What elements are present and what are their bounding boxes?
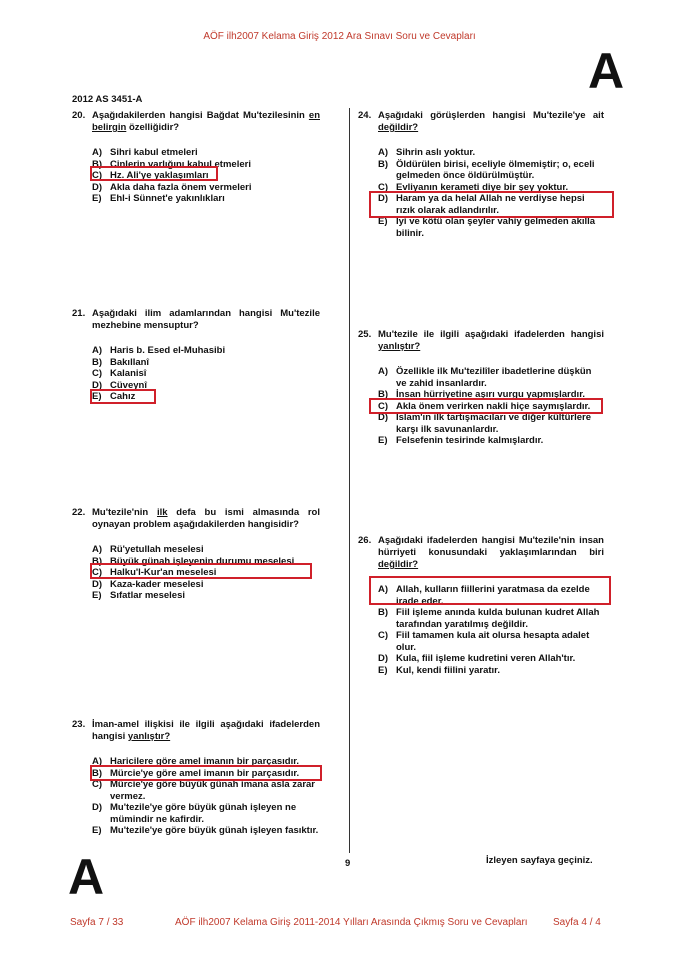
option-b: B) Öldürülen birisi, eceliyle ölmemiştir; o, eceli gelmeden önce öldürülmüştür. — [378, 158, 595, 181]
answer-highlight-q22 — [90, 563, 312, 579]
option-d: D) Mu'tezile'ye göre büyük günah işleyen ne mümindir ne kafirdir. — [92, 802, 297, 825]
option-c: C) Mürcie'ye göre büyük günah imana asla zarar vermez. — [92, 779, 315, 802]
footer-left: Sayfa 7 / 33 — [70, 917, 124, 928]
next-page-note: İzleyen sayfaya geçiniz. — [486, 855, 593, 866]
question-number: 21. — [72, 308, 86, 319]
option-b: B) Cinlerin varlığını kabul etmeleri — [92, 158, 251, 170]
option-a: A) Özellikle ilk Mu'tezilîler ibadetlerine düşkün ve zahid insanlardır. — [378, 366, 592, 389]
question-22 — [72, 507, 320, 602]
option-d: D) Cüveynî — [92, 379, 147, 391]
option-a: A) Rü'yetullah meselesi — [92, 544, 204, 555]
answer-highlight-q24 — [369, 191, 614, 218]
footer-right: Sayfa 4 / 4 — [553, 917, 601, 928]
option-e: E) Kul, kendi fiilini yaratır. — [378, 664, 500, 676]
option-c: C) Halku'l-Kur'an meselesi — [92, 567, 217, 578]
question-number: 26. — [358, 535, 372, 546]
column-divider — [349, 108, 350, 853]
question-number: 20. — [72, 110, 86, 121]
option-c: C) Fiil tamamen kula ait olursa hesapta adalet olur. — [378, 630, 590, 653]
answer-highlight-q26 — [369, 576, 611, 605]
option-e: E) Mu'tezile'ye göre büyük günah işleyen fasıktır. — [92, 825, 319, 836]
option-c: C) Akla önem verirken nakli hiçe saymışlardır. — [378, 400, 591, 412]
question-24 — [358, 110, 604, 239]
option-c: C) Evliyanın kerameti diye bir şey yoktur. — [378, 181, 569, 193]
option-a: A) Haris b. Esed el-Muhasibi — [92, 345, 226, 356]
option-d: D) İslam'ın ilk tartışmacıları ve diğer kültürlere karşı ilk savunanlardır. — [378, 412, 591, 435]
page-number: 9 — [345, 858, 351, 869]
option-d: D) Kaza-kader meselesi — [92, 578, 204, 590]
option-b: B) Büyük günah işleyenin durumu meselesi — [92, 555, 295, 567]
option-d: D) Akla daha fazla önem vermeleri — [92, 181, 252, 193]
answer-highlight-q20 — [90, 166, 218, 181]
question-stem: Aşağıdaki görüşlerden hangisi Mu'tezile'ye ait değildir? — [378, 110, 604, 133]
option-b: B) Fiil işleme anında kulda bulunan kudret Allah tarafından yaratılmış değildir. — [378, 607, 600, 630]
booklet-letter-top: A — [588, 43, 625, 99]
question-stem: Aşağıdaki ifadelerden hangisi Mu'tezile'nin insan hürriyeti konusundaki yaklaşımlarından biri değildir? — [378, 535, 604, 570]
option-e: E) Ehl-i Sünnet'e yakınlıkları — [92, 193, 225, 204]
question-number: 24. — [358, 110, 372, 121]
option-e: E) Sıfatlar meselesi — [92, 590, 185, 601]
question-stem: Aşağıdakilerden hangisi Bağdat Mu'tezilesinin en belirgin özelliğidir? — [92, 110, 320, 133]
option-e: E) İyi ve kötü olan şeyler vahiy gelmeden akılla bilinir. — [378, 216, 596, 239]
question-stem: Mu'tezile'nin ilk defa bu ismi almasında rol oynayan problem aşağıdakilerden hangisidir? — [92, 507, 320, 530]
question-number: 23. — [72, 719, 86, 730]
answer-highlight-q23 — [90, 765, 322, 781]
option-c: C) Kalanisî — [92, 368, 147, 379]
question-number: 22. — [72, 507, 86, 518]
option-c: C) Hz. Ali'ye yaklaşımları — [92, 170, 209, 181]
question-25 — [358, 329, 604, 447]
option-b: B) Bakıllanî — [92, 356, 150, 368]
option-a: A) Sihri kabul etmeleri — [92, 147, 198, 158]
answer-highlight-q25 — [369, 398, 603, 414]
question-20 — [72, 110, 320, 205]
option-d: D) Haram ya da helal Allah ne verdiyse hepsi rızık olarak adlandırılır. — [378, 193, 585, 216]
option-b: B) Mürcie'ye göre amel imanın bir parçasıdır. — [92, 767, 300, 779]
option-a: A) Sihrin aslı yoktur. — [378, 147, 476, 158]
booklet-letter-bottom: A — [68, 849, 105, 905]
question-stem: Mu'tezile ile ilgili aşağıdaki ifadelerden hangisi yanlıştır? — [378, 329, 604, 352]
question-stem: İman-amel ilişkisi ile ilgili aşağıdaki ifadelerden hangisi yanlıştır? — [92, 719, 320, 742]
option-d: D) Kula, fiil işleme kudretini veren Allah'tır. — [378, 653, 576, 664]
footer-center: AÖF ilh2007 Kelama Giriş 2011-2014 Yılları Arasında Çıkmış Soru ve Cevapları — [175, 917, 528, 928]
answer-highlight-q21 — [90, 389, 156, 404]
option-b: B) İnsan hürriyetine aşırı vurgu yapmışlardır. — [378, 389, 586, 400]
exam-code: 2012 AS 3451-A — [72, 94, 143, 105]
option-e: E) Cahız — [92, 391, 136, 402]
option-a: A) Haricilere göre amel imanın bir parçasıdır. — [92, 756, 300, 767]
question-26 — [358, 535, 604, 676]
option-e: E) Felsefenin tesirinde kalmışlardır. — [378, 435, 544, 446]
option-a: A) Allah, kulların fiillerini yaratmasa da ezelde irade eder. — [378, 584, 590, 607]
question-number: 25. — [358, 329, 372, 340]
question-stem: Aşağıdaki ilim adamlarından hangisi Mu'tezile mezhebine mensuptur? — [92, 308, 320, 331]
document-header: AÖF ilh2007 Kelama Giriş 2012 Ara Sınavı Soru ve Cevapları — [203, 31, 476, 42]
